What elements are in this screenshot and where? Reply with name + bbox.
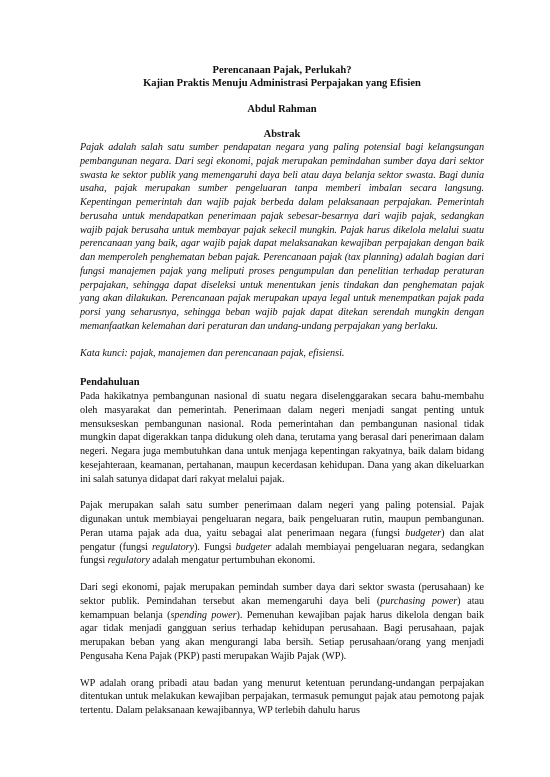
text-run: Dari segi ekonomi, pajak merupakan pemindah sumber daya dari sektor swasta (perusahaan) ke sektor publik. Pemindahan tersebut akan memengaruhi daya beli ( [80,582,484,607]
italic-term: regulatory [151,541,195,553]
text-run: ) atau kemampuan belanja ( [80,595,484,621]
italic-term: regulatory [107,555,150,567]
paper-title-line-2: Kajian Praktis Menuju Administrasi Perpajakan yang Efisien [143,78,421,89]
body-paragraph [80,499,484,568]
abstract-text: Pajak adalah salah satu sumber pendapatan negara yang paling potensial bagi kelangsungan pembangunan negara. Dari segi ekonomi, pajak merupakan pemindahan sumber daya dari sektor swasta ke sektor publik yang memengaruhi daya beli atau daya belanja sektor swasta. Bagi dunia usaha, pajak merupakan sumber pengeluaran tanpa memberi imbalan secara langsung. Kepentingan pemerintah dan wajib pajak berbeda dalam pelaksanaan perpajakan. Pemerintah berusaha untuk mendapatkan penerimaan pajak sebesar-besarnya dari wajib pajak, sedangkan wajib pajak berusaha untuk membayar pajak sekecil mungkin. Pajak harus dikelola melalui suatu perencanaan yang baik, agar wajib pajak dapat melaksanakan kewajiban perpajakan dengan baik dan memperoleh penghematan beban pajak. Perencanaan pajak (tax planning) adalah bagian dari fungsi manajemen pajak yang meliputi proses pengumpulan dan penelitian terhadap peraturan perpajakan, sehingga dapat diseleksi untuk menentukan jenis tindakan dan penghematan pajak yang akan dilakukan. Perencanaan pajak merupakan upaya legal untuk menempatkan pajak pada porsi yang seharusnya, sehingga beban wajib pajak dapat ditekan serendah mungkin dengan memanfaatkan kelemahan dari peraturan dan undang-undang perpajakan yang berlaku. [80,142,484,332]
section-heading-introduction: Pendahuluan [80,377,140,389]
text-run: ). Fungsi [194,541,236,553]
introduction-body [80,390,484,718]
text-run: adalah membiayai pengeluaran negara, sedangkan fungsi [80,541,485,567]
page-content [80,64,484,731]
italic-term: spending power [170,609,237,621]
paper-title-line-1: Perencanaan Pajak, Perlukah? [212,65,352,76]
text-run: adalah mengatur pertumbuhan ekonomi. [149,555,316,567]
text-run: ) dan alat pengatur (fungsi [80,527,484,553]
body-paragraph [80,677,484,718]
text-run: Pada hakikatnya pembangunan nasional di suatu negara diselenggarakan secara bahu-membahu oleh masyarakat dan pemerintah. Penerimaan dalam negeri menjadi sangat penting untuk mensukseskan pembangunan nasional. Roda pemerintahan dan pembangunan nasional tidak mungkin dapat digerakkan tanpa didukung oleh dana, terutama yang berasal dari penerimaan dalam negeri. Negara juga membutuhkan dana untuk menjaga kepentingan rakyatnya, baik dalam bidang kesejahteraan, keamanan, pertahanan, maupun kecerdasan kehidupan. Dana yang akan dikeluarkan ini salah satunya didapat dari rakyat melalui pajak. [80,391,484,485]
body-paragraph [80,390,484,486]
abstract-heading: Abstrak [263,129,301,140]
text-run: Pajak merupakan salah satu sumber penerimaan dalam negeri yang paling potensial. Pajak digunakan untuk membiayai pengeluaran negara, baik pengeluaran rutin, maupun pembangunan. Peran utama pajak ada dua, yaitu sebagai alat penerimaan negara (fungsi [80,500,484,539]
italic-term: budgeter [405,527,442,539]
keywords: Kata kunci: pajak, manajemen dan perencanaan pajak, efisiensi. [80,347,345,359]
text-run: WP adalah orang pribadi atau badan yang menurut ketentuan perundang-undangan perpajakan ditentukan untuk melakukan kewajiban perpajakan, termasuk pemungut pajak atau pemotong pajak tertentu. Dalam pelaksanaan kewajibannya, WP terlebih dahulu harus [80,677,484,716]
body-paragraph [80,581,484,664]
text-run: ). Pemenuhan kewajiban pajak harus dikelola dengan baik agar tidak menjadi gangguan serius terhadap kehidupan perusahaan. Bagi perusahaan, pajak merupakan beban yang akan mengurangi laba bersih. Setiap perusahaan/orang yang menjadi Pengusaha Kena Pajak (PKP) pasti merupakan Wajib Pajak (WP). [80,609,484,662]
italic-term: budgeter [235,541,272,553]
author-name: Abdul Rahman [247,104,317,115]
italic-term: purchasing power [380,595,458,607]
